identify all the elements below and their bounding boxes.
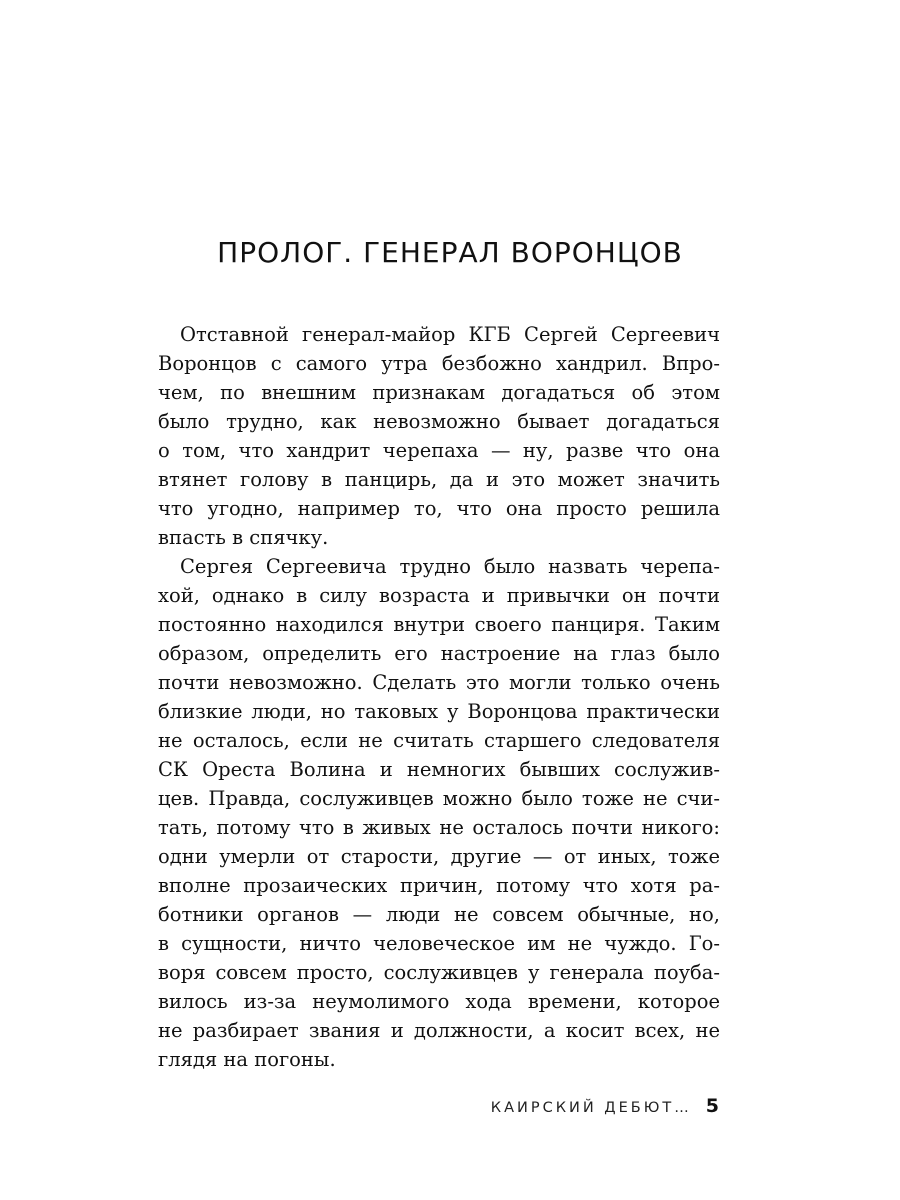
text-line: близкие люди, но таковых у Воронцова практически — [158, 700, 720, 723]
text-line: вилось из-за неумолимого хода времени, которое — [158, 990, 720, 1013]
text-line: втянет голову в панцирь, да и это может значить — [158, 468, 720, 491]
text-line: ботники органов — люди не совсем обычные, но, — [158, 903, 720, 926]
text-line: что угодно, например то, что она просто решила — [158, 497, 720, 520]
text-line: Воронцов с самого утра безбожно хандрил. Впро- — [158, 352, 720, 375]
text-line: впасть в спячку. — [158, 526, 329, 549]
chapter-title: ПРОЛОГ. ГЕНЕРАЛ ВОРОНЦОВ — [217, 236, 683, 269]
paragraph — [158, 552, 720, 1074]
text-line: не разбирает звания и должности, а косит всех, не — [158, 1019, 720, 1042]
text-line: глядя на погоны. — [158, 1048, 336, 1071]
text-line: Сергея Сергеевича трудно было назвать черепа- — [180, 555, 720, 578]
body-text — [158, 320, 720, 1074]
page-number: 5 — [705, 1095, 719, 1117]
text-line: вполне прозаических причин, потому что хотя ра- — [158, 874, 720, 897]
text-line: о том, что хандрит черепаха — ну, разве что она — [158, 439, 720, 462]
text-line: хой, однако в силу возраста и привычки он почти — [158, 584, 720, 607]
paragraph — [158, 320, 720, 552]
text-line: постоянно находился внутри своего панциря. Таким — [158, 613, 720, 636]
page-footer — [491, 1095, 719, 1117]
text-line: воря совсем просто, сослуживцев у генерала поуба- — [158, 961, 720, 984]
running-title: КАИРСКИЙ ДЕБЮТ… — [490, 1100, 692, 1116]
text-line: почти невозможно. Сделать это могли только очень — [158, 671, 720, 694]
text-line: тать, потому что в живых не осталось почти никого: — [158, 816, 720, 839]
text-line: одни умерли от старости, другие — от иных, тоже — [158, 845, 720, 868]
text-line: цев. Правда, сослуживцев можно было тоже не счи- — [158, 787, 720, 810]
text-line: было трудно, как невозможно бывает догадаться — [158, 410, 720, 433]
text-line: Отставной генерал-майор КГБ Сергей Сергеевич — [180, 323, 720, 346]
text-line: образом, определить его настроение на глаз было — [158, 642, 720, 665]
text-line: не осталось, если не считать старшего следователя — [158, 729, 720, 752]
text-line: в сущности, ничто человеческое им не чуждо. Го- — [158, 932, 720, 955]
text-line: СК Ореста Волина и немногих бывших сослужив- — [158, 758, 720, 781]
text-line: чем, по внешним признакам догадаться об этом — [158, 381, 720, 404]
